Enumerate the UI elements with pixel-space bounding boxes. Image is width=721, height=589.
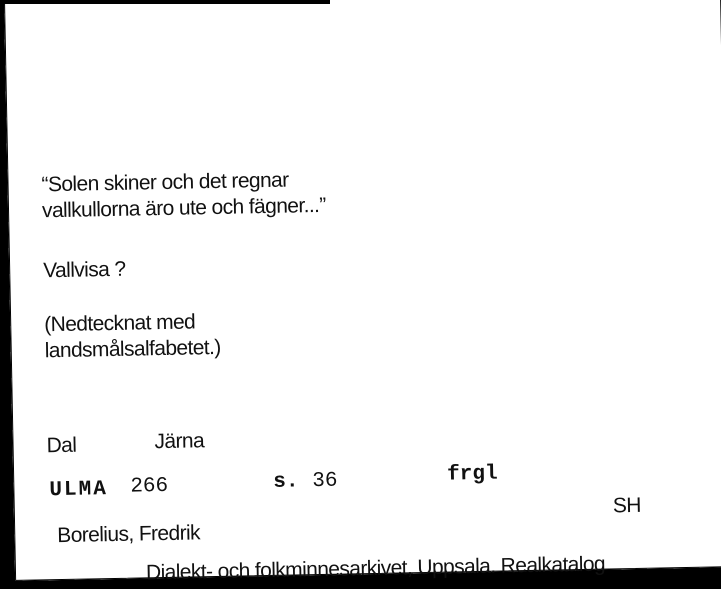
genre-label: Vallvisa ? [42,257,126,283]
collector-name: Borelius, Fredrik [57,521,201,548]
page-number: 36 [312,469,338,494]
scan-edge [0,0,330,4]
record-number: 266 [130,474,169,499]
parish-label: Järna [154,429,205,454]
initials: SH [612,493,642,518]
province-label: Dal [46,433,77,458]
archive-code: ULMA [49,478,109,503]
footer-text: Dialekt- och folkminnesarkivet, Uppsala. Realkatalog [145,552,606,585]
archive-card [4,0,721,585]
note-line-1: (Nedtecknat med [44,310,196,337]
quote-line-2: vallkullorna äro ute och fägner...” [41,193,326,223]
quote-line-1: “Solen skiner och det regnar [41,168,289,197]
category-code: frgl [446,462,498,487]
page-prefix: s. [273,470,299,494]
note-line-2: landsmålsalfabetet.) [44,335,221,363]
